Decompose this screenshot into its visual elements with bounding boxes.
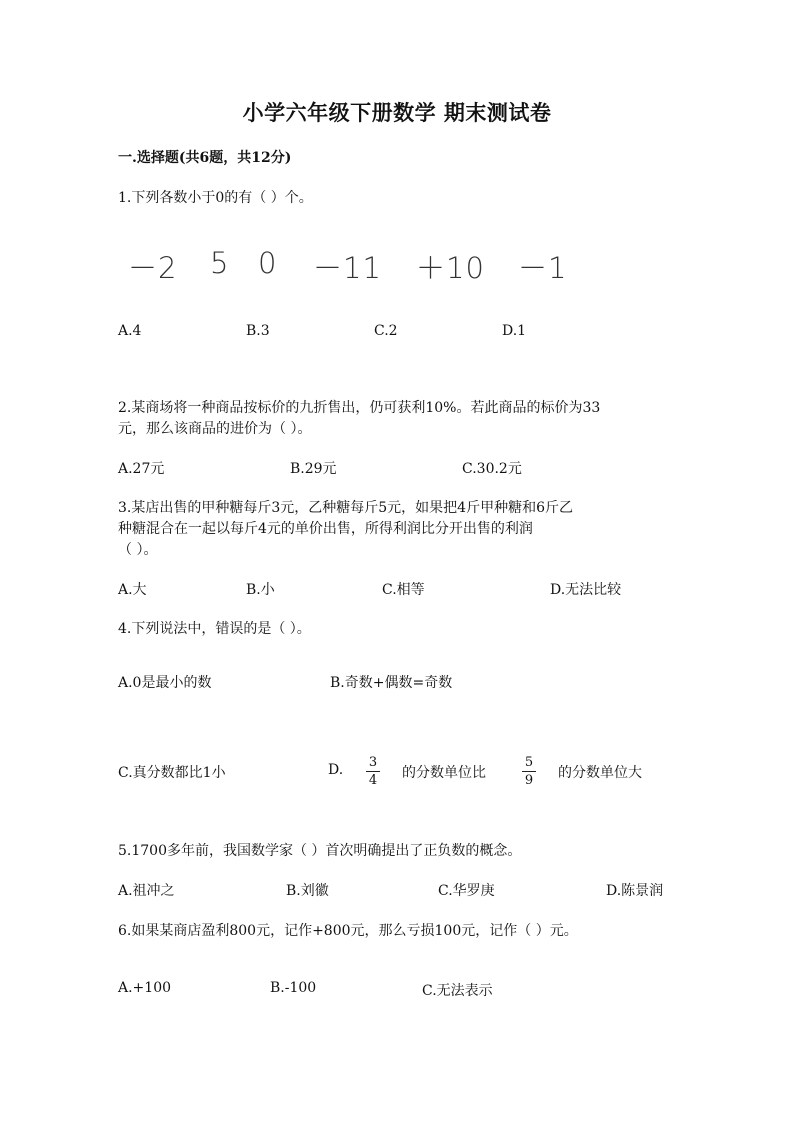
question-1-option-c[interactable]: C.2 [374,323,398,339]
fraction-bar [522,771,536,772]
question-3-stem-line-1: 3.某店出售的甲种糖每斤3元，乙种糖每斤5元，如果把4斤甲种糖和6斤乙 [118,500,573,516]
question-2-stem-line-2: 元，那么该商品的进价为（ ）。 [118,421,312,437]
question-6-option-c[interactable]: C.无法表示 [422,983,493,999]
question-3-option-c[interactable]: C.相等 [382,582,425,598]
fraction-denominator: 9 [524,773,534,788]
question-2-stem-line-1: 2.某商场将一种商品按标价的九折售出，仍可获利10%。若此商品的标价为33 [118,400,601,416]
question-4-option-d-label[interactable]: D. [328,762,344,778]
question-2-option-a[interactable]: A.27元 [118,461,165,477]
question-3-stem-line-3: （ ）。 [118,542,158,558]
question-6-stem: 6.如果某商店盈利800元，记作+800元，那么亏损100元，记作（ ）元。 [118,923,578,939]
question-3-option-d[interactable]: D.无法比较 [550,582,622,598]
question-1-option-b[interactable]: B.3 [246,323,270,339]
question-4-stem: 4.下列说法中，错误的是（ ）。 [118,621,311,637]
fraction-three-quarters [366,755,380,788]
question-3-option-a[interactable]: A.大 [118,582,147,598]
question-1-option-a[interactable]: A.4 [118,323,142,339]
question-6-option-b[interactable]: B.-100 [270,980,317,996]
fraction-numerator: 5 [524,755,534,770]
question-1-option-d[interactable]: D.1 [502,323,527,339]
question-3-option-b[interactable]: B.小 [246,582,275,598]
number-item: －11 [313,251,382,285]
question-1-stem: 1.下列各数小于0的有（ ）个。 [118,190,313,206]
fraction-bar [366,771,380,772]
question-5-option-d[interactable]: D.陈景润 [606,883,664,899]
question-5-option-c[interactable]: C.华罗庚 [438,883,495,899]
question-4-option-a[interactable]: A.0是最小的数 [118,675,212,691]
question-5-option-b[interactable]: B.刘徽 [286,883,329,899]
question-2-option-c[interactable]: C.30.2元 [462,461,522,477]
question-3-stem-line-2: 种糖混合在一起以每斤4元的单价出售，所得利润比分开出售的利润 [118,521,533,537]
number-item: ＋10 [416,251,485,285]
number-item: 5 [210,246,230,280]
question-4-option-d-suffix: 的分数单位大 [558,765,642,781]
question-4-option-d-middle: 的分数单位比 [402,765,486,781]
question-2-option-b[interactable]: B.29元 [290,461,337,477]
fraction-five-ninths [522,755,536,788]
question-4-option-b[interactable]: B.奇数+偶数=奇数 [330,675,453,691]
question-5-option-a[interactable]: A.祖冲之 [118,883,175,899]
question-5-stem: 5.1700多年前，我国数学家（ ）首次明确提出了正负数的概念。 [118,843,522,859]
fraction-denominator: 4 [368,773,378,788]
number-item: －1 [518,251,568,285]
section-heading: 一.选择题(共6题，共12分) [118,150,292,166]
number-item: －2 [128,251,178,285]
fraction-numerator: 3 [368,755,378,770]
number-item: 0 [258,246,278,280]
question-6-option-a[interactable]: A.+100 [118,980,172,996]
page-title: 小学六年级下册数学 期末测试卷 [242,100,552,125]
question-4-option-c[interactable]: C.真分数都比1小 [118,765,226,781]
